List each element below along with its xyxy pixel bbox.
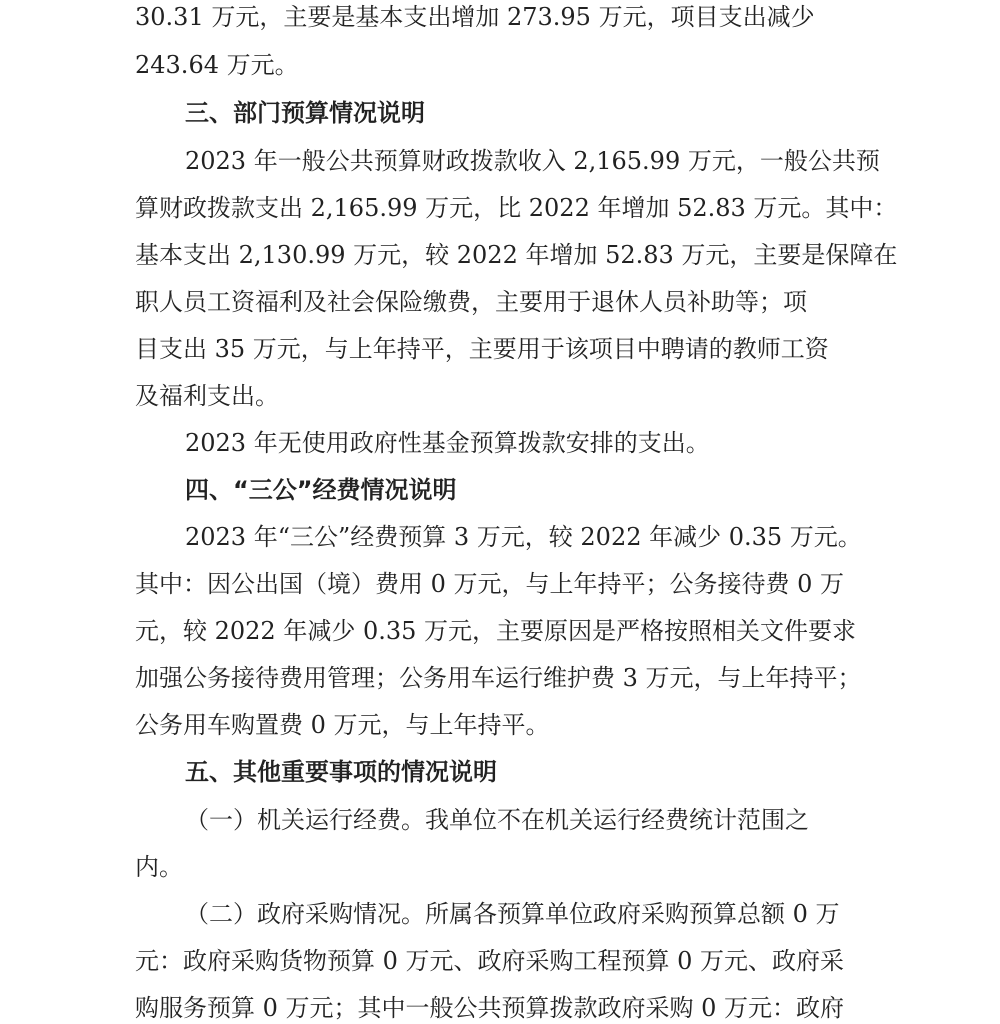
text-line: 算财政拨款支出 2,165.99 万元，比 2022 年增加 52.83 万元。其中：: [135, 194, 898, 222]
text-line: 2023 年无使用政府性基金预算拨款安排的支出。: [185, 429, 710, 457]
section-heading-5: 五、其他重要事项的情况说明: [185, 758, 497, 786]
text-line: 元，较 2022 年减少 0.35 万元，主要原因是严格按照相关文件要求: [135, 617, 857, 645]
text-line: 元：政府采购货物预算 0 万元、政府采购工程预算 0 万元、政府采: [135, 947, 845, 975]
text-line: 2023 年一般公共预算财政拨款收入 2,165.99 万元，一般公共预: [185, 147, 880, 175]
text-line: 加强公务接待费用管理；公务用车运行维护费 3 万元，与上年持平；: [135, 664, 862, 692]
text-line: 其中：因公出国（境）费用 0 万元，与上年持平；公务接待费 0 万: [135, 570, 845, 598]
text-line: 职人员工资福利及社会保险缴费，主要用于退休人员补助等；项: [135, 288, 807, 316]
text-line: 目支出 35 万元，与上年持平，主要用于该项目中聘请的教师工资: [135, 335, 829, 363]
text-line: 购服务预算 0 万元；其中一般公共预算拨款政府采购 0 万元：政府: [135, 994, 845, 1022]
text-line: 及福利支出。: [135, 382, 279, 410]
text-line: 公务用车购置费 0 万元，与上年持平。: [135, 711, 550, 739]
section-heading-4: 四、“三公”经费情况说明: [185, 476, 457, 504]
section-heading-3: 三、部门预算情况说明: [185, 99, 425, 127]
text-line: 基本支出 2,130.99 万元，较 2022 年增加 52.83 万元，主要是保障在: [135, 241, 898, 269]
text-line: （一）机关运行经费。我单位不在机关运行经费统计范围之: [185, 806, 809, 834]
text-line: （二）政府采购情况。所属各预算单位政府采购预算总额 0 万: [185, 900, 840, 928]
text-line: 30.31 万元，主要是基本支出增加 273.95 万元，项目支出减少: [135, 3, 815, 31]
text-line: 内。: [135, 853, 183, 881]
text-line: 243.64 万元。: [135, 51, 299, 79]
text-line: 2023 年“三公”经费预算 3 万元，较 2022 年减少 0.35 万元。: [185, 523, 862, 551]
